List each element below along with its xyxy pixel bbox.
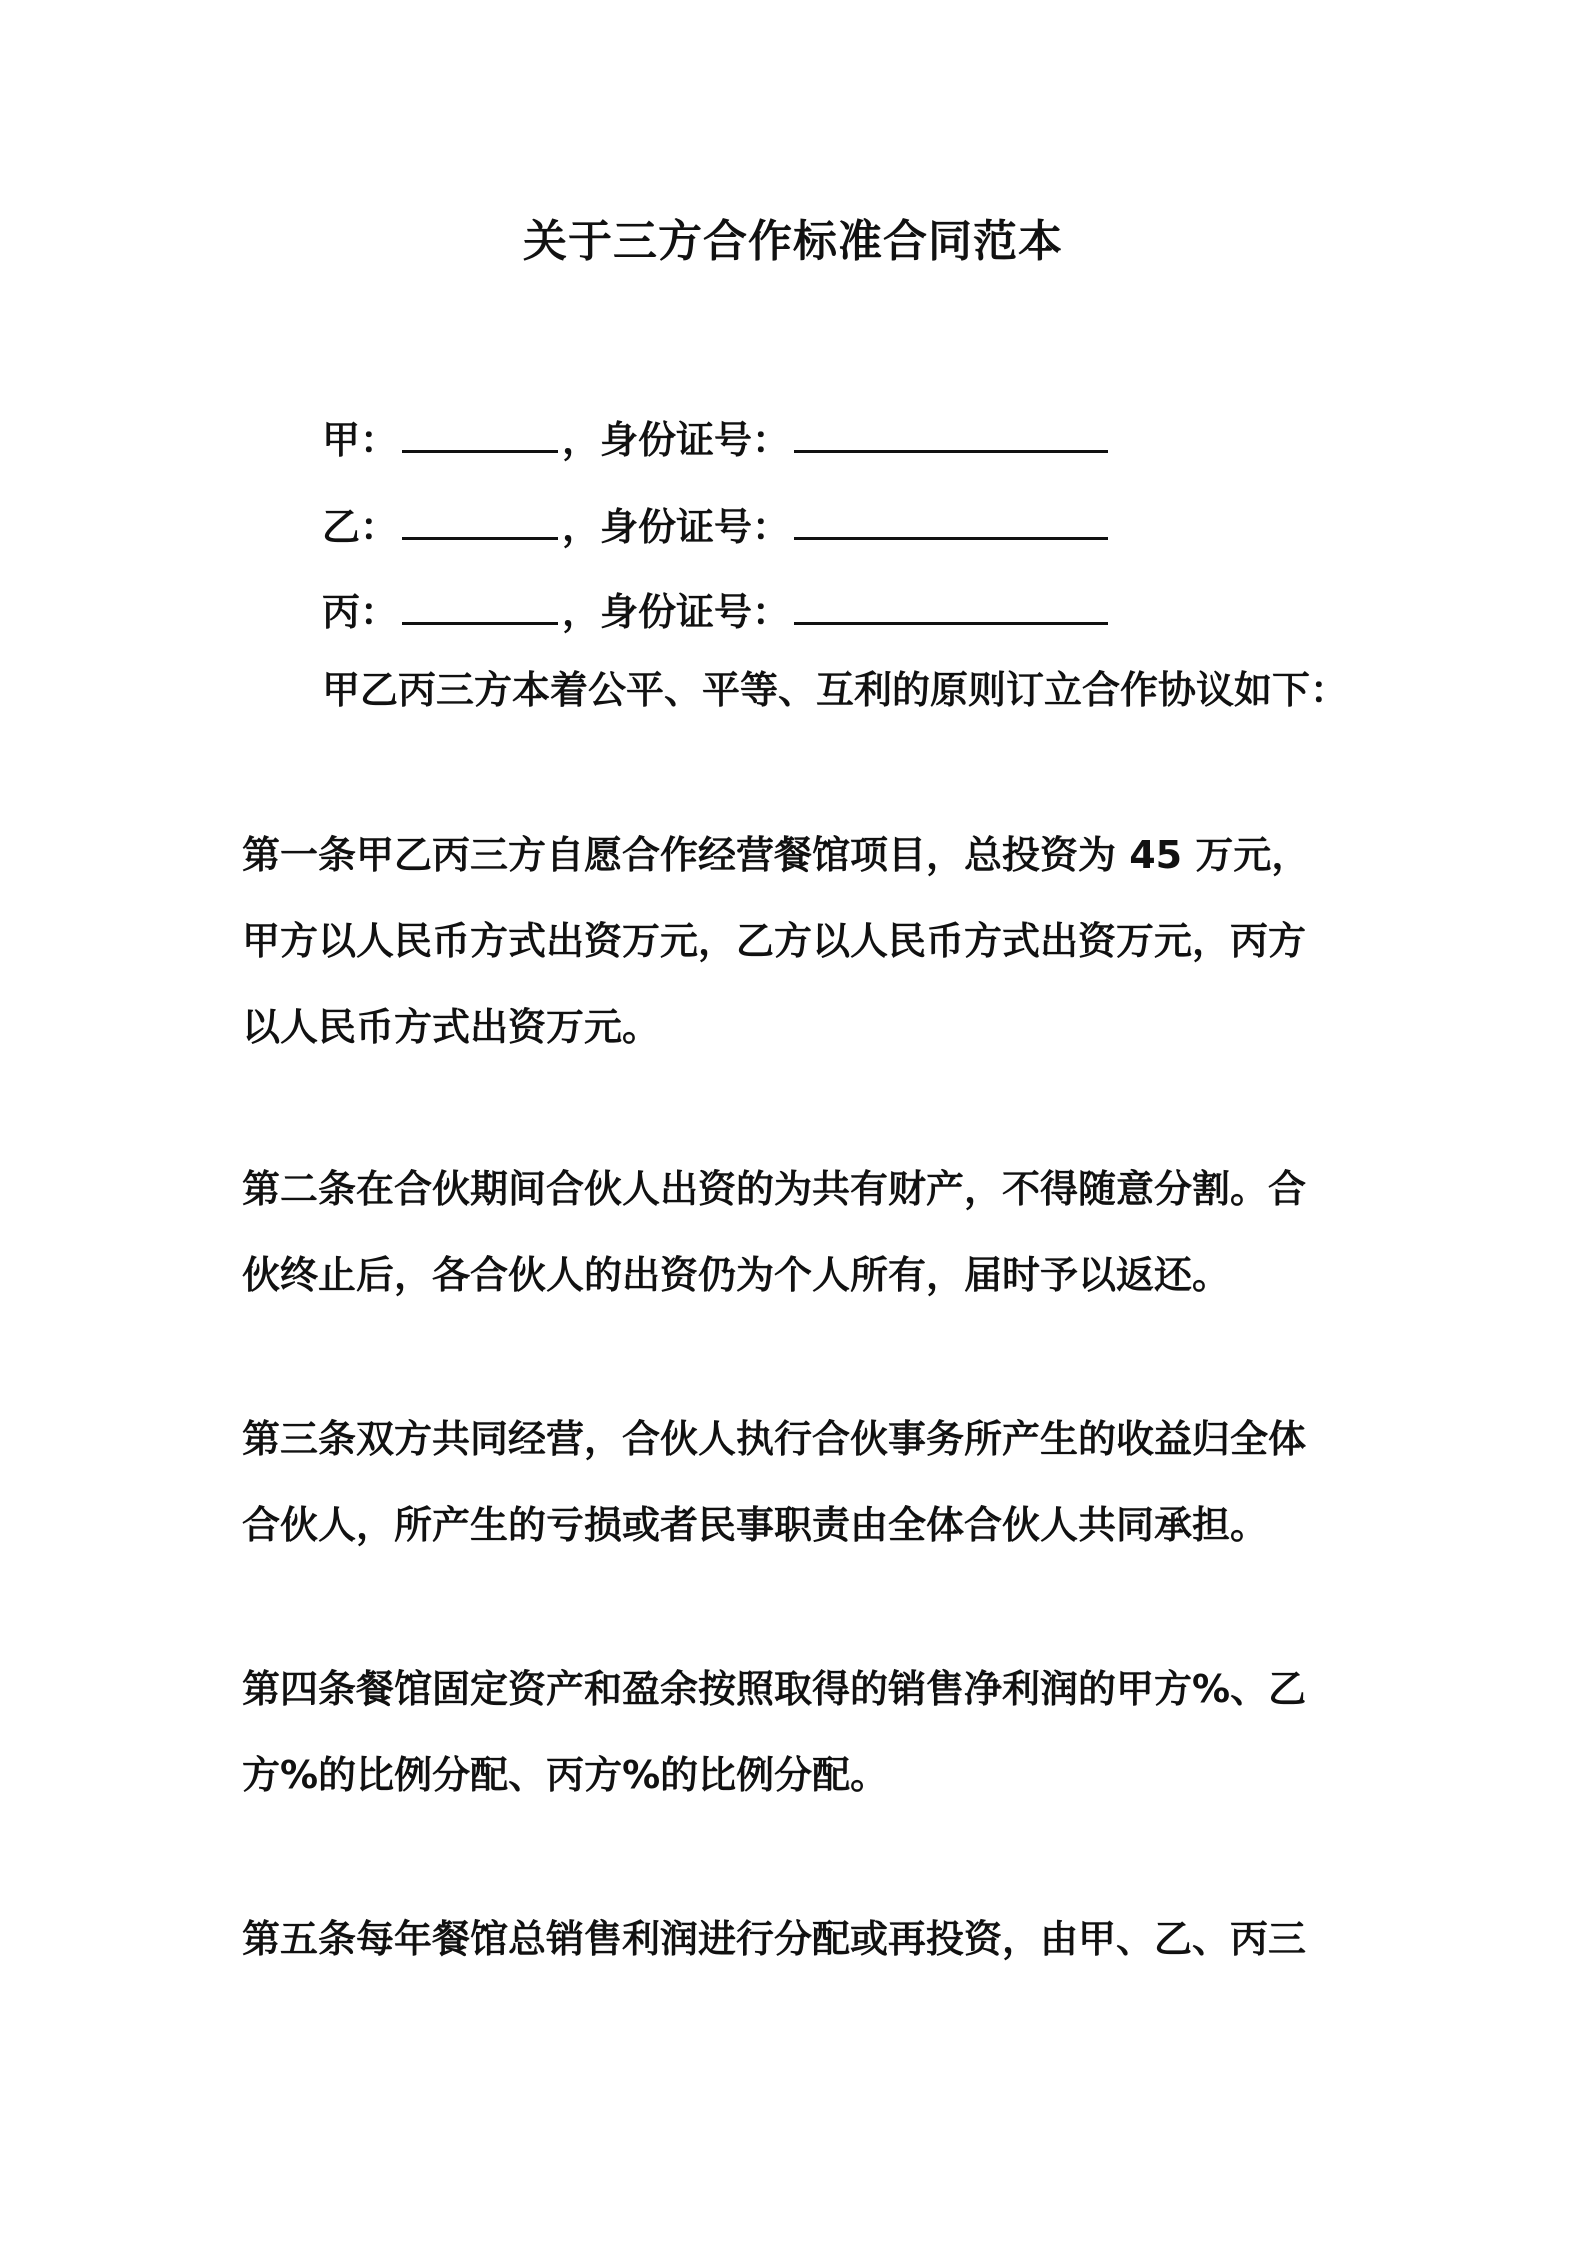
article-4 xyxy=(242,1646,1354,1818)
article-line: 以人民币方式出资万元。 xyxy=(242,1005,661,1049)
article-3 xyxy=(242,1396,1354,1568)
id-blank xyxy=(794,584,1108,625)
party-label: 甲： xyxy=(322,418,399,462)
article-line: 合伙人，所产生的亏损或者民事职责由全体合伙人共同承担。 xyxy=(242,1503,1269,1547)
article-line: 第二条在合伙期间合伙人出资的为共有财产，不得随意分割。合 xyxy=(242,1167,1307,1211)
id-label: ，身份证号： xyxy=(562,418,791,462)
page-title: 关于三方合作标准合同范本 xyxy=(523,216,1063,267)
party-line-yi xyxy=(322,499,1108,555)
id-blank xyxy=(794,499,1108,540)
party-label: 丙： xyxy=(322,590,399,634)
party-line-jia xyxy=(322,412,1108,468)
article-5 xyxy=(242,1896,1354,1982)
id-label: ，身份证号： xyxy=(562,505,791,549)
article-2 xyxy=(242,1146,1354,1318)
name-blank xyxy=(402,412,558,453)
article-line: 第五条每年餐馆总销售利润进行分配或再投资，由甲、乙、丙三 xyxy=(242,1917,1307,1961)
id-label: ，身份证号： xyxy=(562,590,791,634)
id-blank xyxy=(794,412,1108,453)
article-line: 第四条餐馆固定资产和盈余按照取得的销售净利润的甲方%、乙 xyxy=(242,1667,1307,1711)
article-1 xyxy=(242,812,1354,1070)
article-line: 第三条双方共同经营，合伙人执行合伙事务所产生的收益归全体 xyxy=(242,1417,1307,1461)
article-line: 方%的比例分配、丙方%的比例分配。 xyxy=(242,1753,889,1797)
name-blank xyxy=(402,584,558,625)
article-line: 伙终止后，各合伙人的出资仍为个人所有，届时予以返还。 xyxy=(242,1253,1231,1297)
party-line-bing xyxy=(322,584,1108,640)
name-blank xyxy=(402,499,558,540)
article-line: 第一条甲乙丙三方自愿合作经营餐馆项目，总投资为 45 万元， xyxy=(242,833,1310,877)
article-line: 甲方以人民币方式出资万元，乙方以人民币方式出资万元，丙方 xyxy=(242,919,1307,963)
party-label: 乙： xyxy=(322,505,399,549)
intro-paragraph: 甲乙丙三方本着公平、平等、互利的原则订立合作协议如下： xyxy=(322,668,1349,712)
